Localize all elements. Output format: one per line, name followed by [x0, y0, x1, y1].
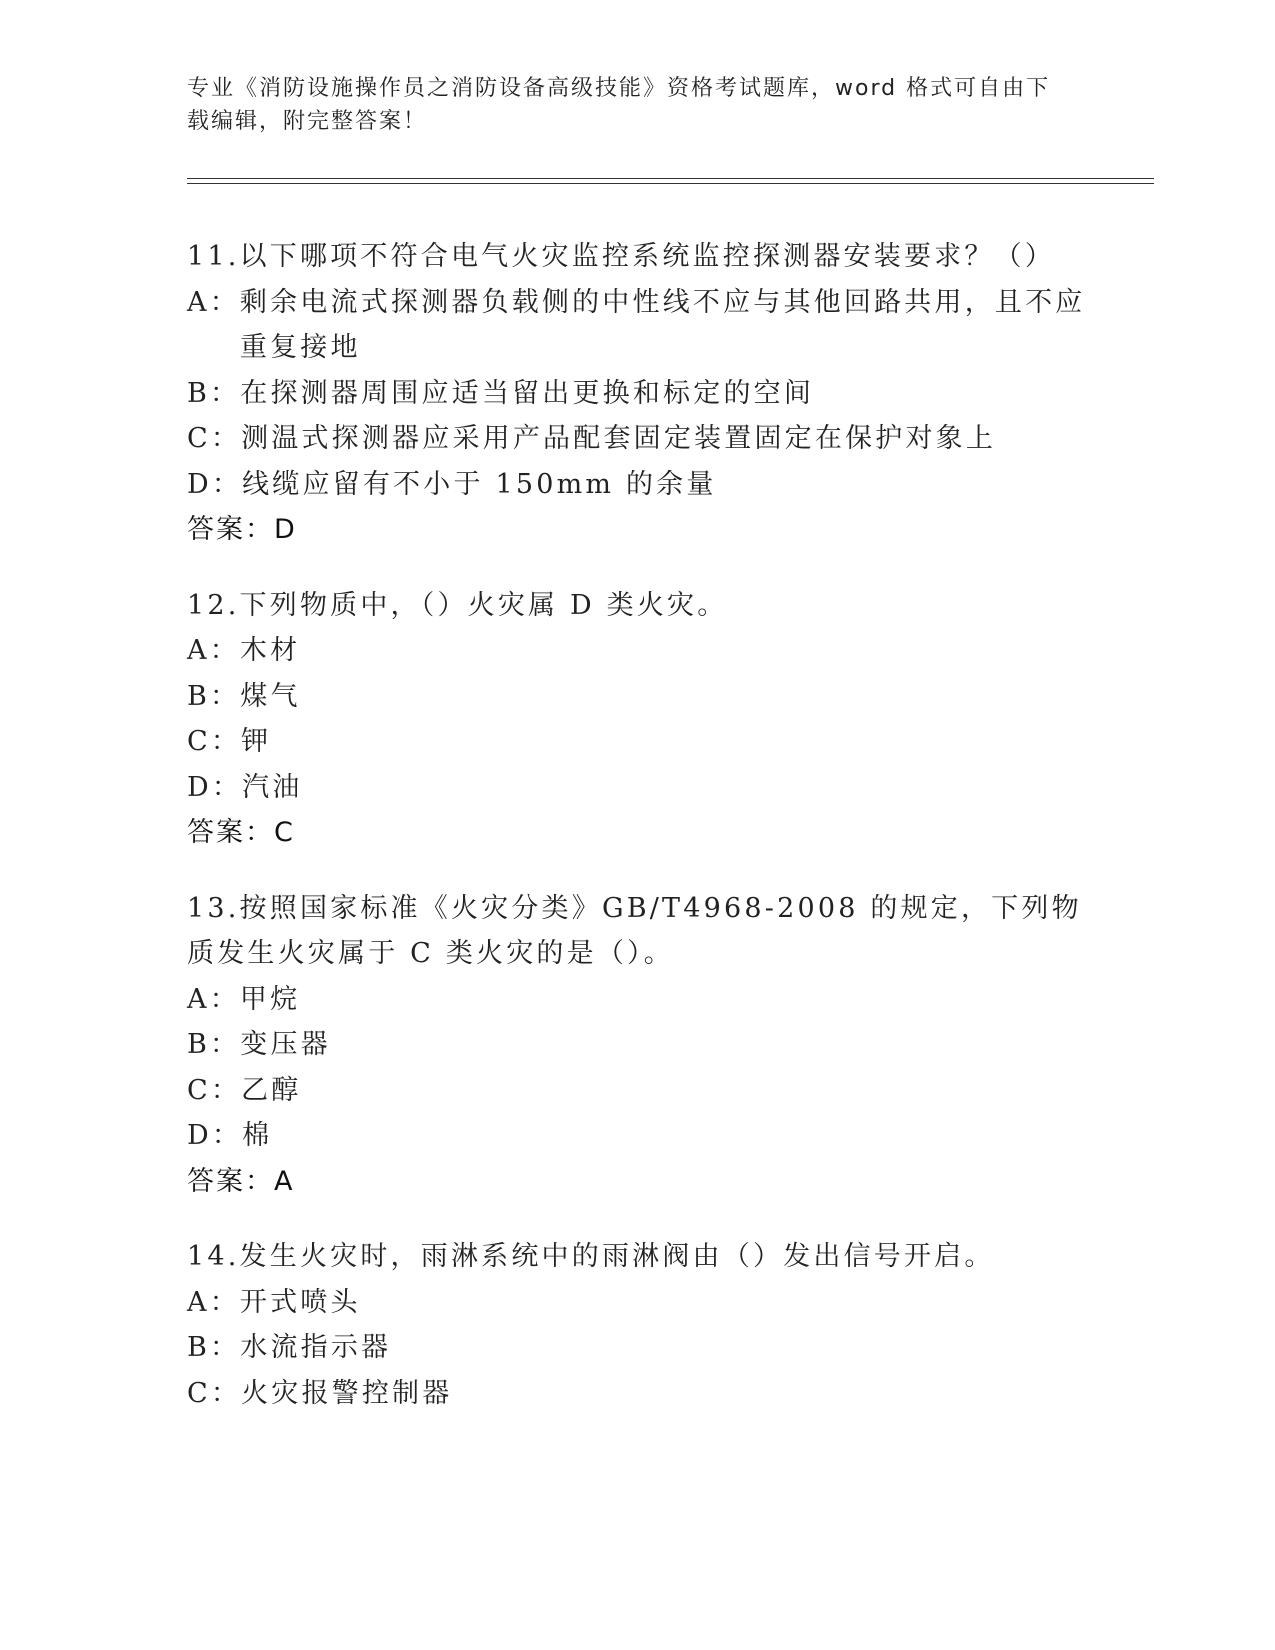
option-letter: B：	[187, 1029, 241, 1060]
option-b	[187, 1022, 1087, 1068]
option-letter: A：	[187, 286, 240, 318]
question-12	[187, 583, 1087, 856]
option-letter: B：	[187, 680, 241, 712]
question-stem: 12.下列物质中，（）火灾属 D 类火灾。	[187, 589, 728, 621]
option-letter: B：	[187, 377, 241, 409]
option-letter: C：	[187, 726, 242, 757]
option-d	[187, 765, 1087, 811]
option-c	[187, 1371, 1087, 1417]
option-text: 甲烷	[239, 983, 301, 1015]
option-a	[187, 280, 1087, 371]
question-stem: 14.发生火灾时，雨淋系统中的雨淋阀由（）发出信号开启。	[187, 1241, 995, 1272]
option-text: 乙醇	[241, 1074, 302, 1106]
option-text: 剩余电流式探测器负载侧的中性线不应与其他回路共用，且不应重复接地	[239, 286, 1086, 363]
option-text: 汽油	[242, 771, 303, 803]
option-c	[187, 1068, 1087, 1114]
option-text: 火灾报警控制器	[241, 1377, 453, 1409]
option-letter: D：	[187, 771, 243, 803]
option-text: 钾	[241, 726, 272, 757]
option-a	[187, 977, 1087, 1023]
question-stem: 13.按照国家标准《火灾分类》GB/T4968-2008 的规定，下列物质发生火灾属于 C 类火灾的是（）。	[187, 892, 1082, 969]
option-letter: C：	[187, 423, 242, 454]
option-letter: C：	[187, 1074, 242, 1106]
option-text: 开式喷头	[239, 1286, 361, 1318]
document-header: 专业《消防设施操作员之消防设备高级技能》资格考试题库，word 格式可自由下载编辑，附完整答案！	[187, 76, 1051, 134]
option-text: 线缆应留有不小于 150mm 的余量	[242, 468, 717, 500]
question-list	[187, 234, 1087, 1446]
option-d	[187, 462, 1087, 508]
question-13	[187, 886, 1087, 1205]
option-c	[187, 416, 1087, 462]
question-stem: 11.以下哪项不符合电气火灾监控系统监控探测器安装要求？（）	[187, 241, 1055, 272]
answer-line: 答案：C	[187, 817, 295, 848]
option-text: 棉	[242, 1120, 273, 1151]
option-c	[187, 719, 1087, 765]
option-a	[187, 1280, 1087, 1326]
option-letter: B：	[187, 1332, 241, 1363]
header-rule-bottom	[187, 183, 1154, 184]
answer-line: 答案：A	[187, 1165, 295, 1197]
option-text: 变压器	[240, 1029, 331, 1060]
option-a	[187, 628, 1087, 674]
option-letter: C：	[187, 1377, 242, 1409]
option-text: 木材	[239, 635, 301, 666]
option-d	[187, 1113, 1087, 1159]
option-text: 水流指示器	[240, 1332, 392, 1363]
option-text: 煤气	[240, 680, 301, 712]
option-letter: A：	[187, 1286, 240, 1318]
option-letter: A：	[187, 635, 240, 666]
option-text: 测温式探测器应采用产品配套固定装置固定在保护对象上	[241, 423, 997, 454]
answer-line: 答案：D	[187, 514, 297, 545]
option-letter: D：	[187, 468, 243, 500]
option-b	[187, 371, 1087, 417]
option-b	[187, 1325, 1087, 1371]
option-b	[187, 674, 1087, 720]
header-rule-top	[187, 178, 1154, 179]
option-letter: A：	[187, 983, 240, 1015]
question-11	[187, 234, 1087, 553]
option-letter: D：	[187, 1120, 243, 1151]
question-14	[187, 1234, 1087, 1416]
option-text: 在探测器周围应适当留出更换和标定的空间	[240, 377, 815, 409]
